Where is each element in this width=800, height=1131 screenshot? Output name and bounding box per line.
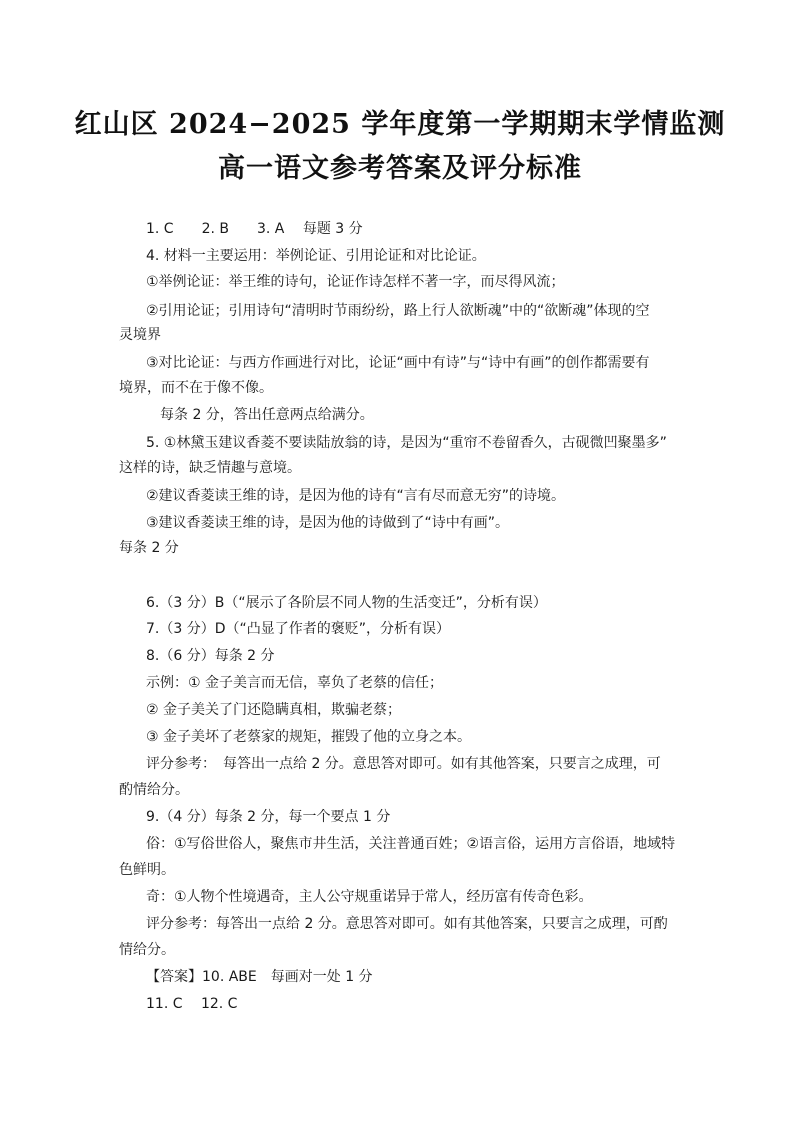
answer-q8: 8.（6 分）每条 2 分 bbox=[146, 648, 275, 664]
answer-q8-example-3: ③ 金子美坏了老蔡家的规矩，摧毁了他的立身之本。 bbox=[146, 729, 471, 745]
answer-q9-qi: 奇：①人物个性境遇奇，主人公守规重诺异于常人，经历富有传奇色彩。 bbox=[146, 889, 593, 905]
document-title-line-1: 红山区 2024−2025 学年度第一学期期末学情监测 bbox=[74, 109, 726, 140]
answer-q6: 6.（3 分）B（“展示了各阶层不同人物的生活变迁”，分析有误） bbox=[146, 595, 547, 611]
answer-q5-scoring: 每条 2 分 bbox=[119, 540, 179, 556]
answer-q4-intro: 4. 材料一主要运用：举例论证、引用论证和对比论证。 bbox=[146, 248, 486, 264]
answer-q4-point-2-cont: 灵境界 bbox=[119, 327, 161, 343]
answer-q8-scoring-cont: 酌情给分。 bbox=[119, 782, 189, 798]
answer-q9-su-cont: 色鲜明。 bbox=[119, 862, 175, 878]
answer-q5-point-2: ②建议香菱读王维的诗，是因为他的诗有“言有尽而意无穷”的诗境。 bbox=[146, 488, 566, 504]
answer-q5-point-3: ③建议香菱读王维的诗，是因为他的诗做到了“诗中有画”。 bbox=[146, 515, 510, 531]
answer-q4-point-3: ③对比论证：与西方作画进行对比，论证“画中有诗”与“诗中有画”的创作都需要有 bbox=[146, 355, 650, 371]
answer-q9-scoring-cont: 情给分。 bbox=[119, 942, 175, 958]
answer-q4-scoring: 每条 2 分，答出任意两点给满分。 bbox=[160, 407, 374, 423]
document-title-line-2: 高一语文参考答案及评分标准 bbox=[218, 153, 582, 184]
answer-q7: 7.（3 分）D（“凸显了作者的褒贬”，分析有误） bbox=[146, 621, 450, 637]
answer-q1-3: 1. C 2. B 3. A 每题 3 分 bbox=[146, 221, 363, 237]
answer-q9-su: 俗：①写俗世俗人，聚焦市井生活，关注普通百姓；②语言俗，运用方言俗语，地域特 bbox=[146, 836, 676, 852]
answer-q4-point-1: ①举例论证：举王维的诗句，论证作诗怎样不著一字，而尽得风流； bbox=[146, 274, 565, 290]
answer-q9: 9.（4 分）每条 2 分，每一个要点 1 分 bbox=[146, 809, 391, 825]
answer-q10: 【答案】10. ABE 每画对一处 1 分 bbox=[146, 969, 373, 985]
answer-q5-point-1-cont: 这样的诗，缺乏情趣与意境。 bbox=[119, 460, 301, 476]
answer-q11-12: 11. C 12. C bbox=[146, 996, 238, 1012]
answer-q4-point-3-cont: 境界，而不在于像不像。 bbox=[119, 380, 273, 396]
answer-q8-scoring: 评分参考： 每答出一点给 2 分。意思答对即可。如有其他答案，只要言之成理，可 bbox=[146, 756, 661, 772]
answer-q9-scoring: 评分参考：每答出一点给 2 分。意思答对即可。如有其他答案，只要言之成理，可酌 bbox=[146, 916, 668, 932]
answer-q8-example-1: 示例：① 金子美言而无信，辜负了老蔡的信任； bbox=[146, 675, 443, 691]
answer-q4-point-2: ②引用论证；引用诗句“清明时节雨纷纷，路上行人欲断魂”中的“欲断魂”体现的空 bbox=[146, 303, 650, 319]
answer-q5-point-1: 5. ①林黛玉建议香菱不要读陆放翁的诗，是因为“重帘不卷留香久，古砚微凹聚墨多” bbox=[146, 435, 667, 451]
answer-q8-example-2: ② 金子美关了门还隐瞒真相，欺骗老蔡； bbox=[146, 702, 401, 718]
